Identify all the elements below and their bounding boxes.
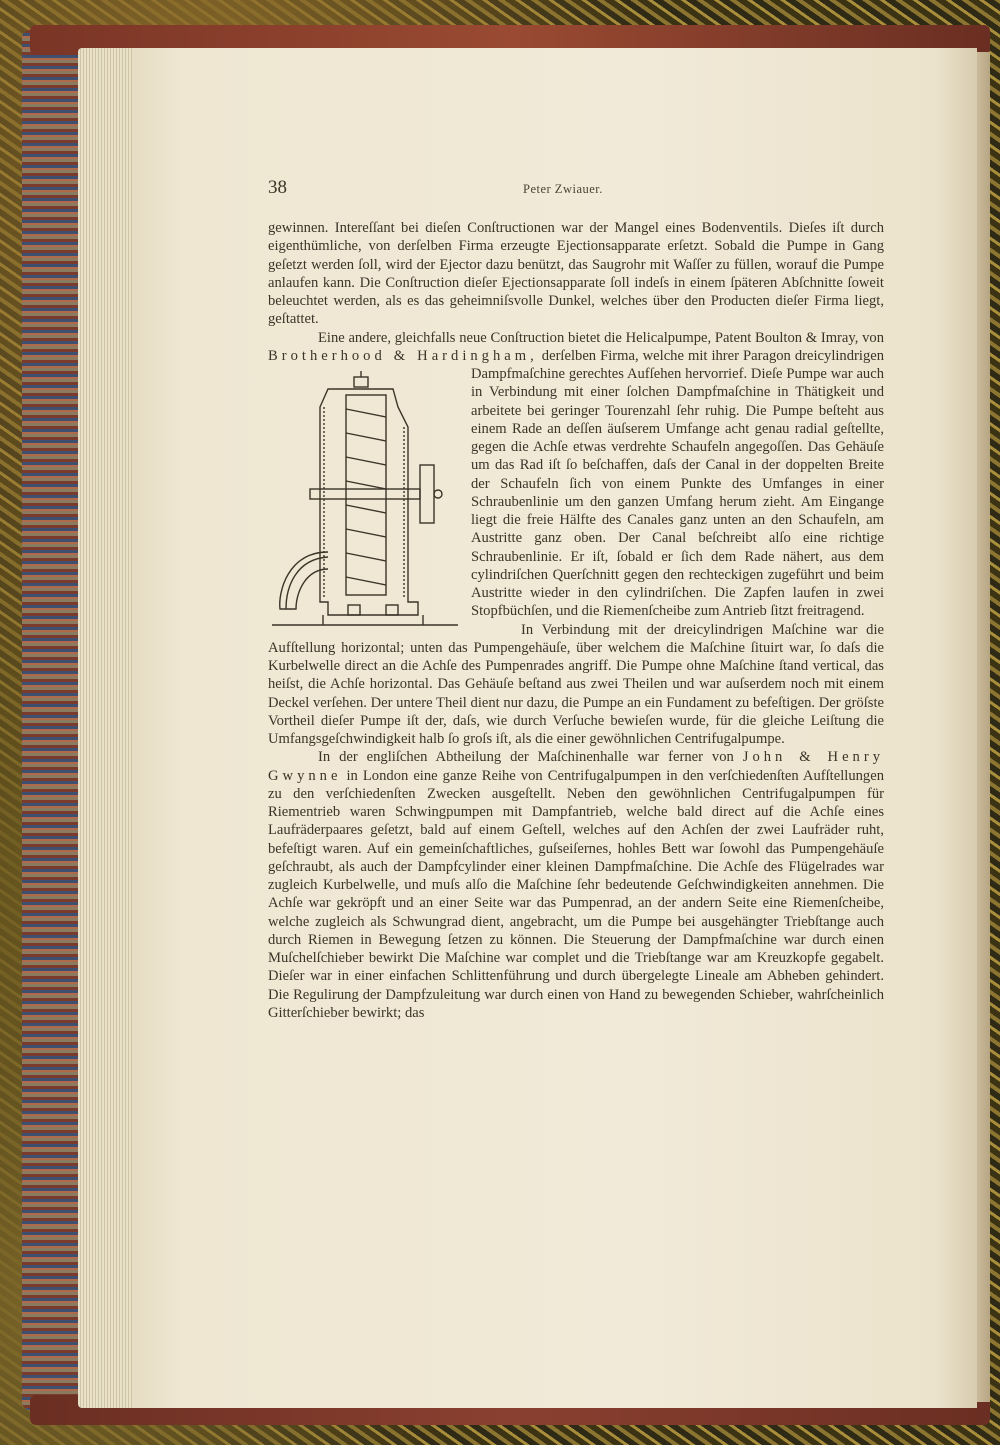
paragraph-3: In Verbindung mit der dreicylindrigen Maſchine war die Aufſtellung horizontal; unten das Pumpengehäuſe, über welchem die Maſchine ſituirt war, ſo daſs die Kurbelwelle direct an die Achſe des Pumpenrades angriff. Die Pumpe ohne Maſchine ſtand vertical, das heiſst, die Achſe horizontal. Das Gehäuſe beſtand aus zwei Theilen und war auſserdem noch mit einem Deckel verſehen. Der untere Theil dient nur dazu, die Pumpe an ein Fundament zu befeſtigen. Der gröſste Vortheil dieſer Pumpe iſt der, daſs, wie durch Verſuche bewieſen wurde, für die gleiche Leiſtung die Umfangsgeſchwindigkeit halb ſo groſs iſt, als die einer gewöhnlichen Centrifugalpumpe. [268, 621, 884, 747]
page-stack [78, 48, 138, 1408]
paragraph-4-start: In der engliſchen Abtheilung der Maſchinenhalle war ferner von [318, 749, 734, 766]
running-head-author: Peter Zwiauer. [523, 182, 603, 196]
maker-name: John & Henry Gwynne [268, 749, 885, 784]
helical-pump-drawing [268, 347, 463, 632]
paragraph-1: gewinnen. Intereſſant bei dieſen Conſtructionen war der Mangel eines Bodenventils. Dieſes iſt durch eigenthümliche, von derſelben Firma erzeugte Ejectionsapparate erſetzt. Sobald die Pumpe in Gang geſetzt werden ſoll, wird der Ejector dazu benützt, das Saugrohr mit Waſſer zu füllen, worauf die Pumpe anlaufen kann. Die Conſtruction dieſer Ejectionsapparate ſoll indeſs in einem ſpäteren Abſchnitte ſoweit beleuchtet werden, als es das geheimniſsvolle Dunkel, welches über den Producten dieſer Firma liegt, geſtattet. [268, 220, 884, 328]
cover-edge [22, 30, 82, 1410]
body-text [268, 219, 884, 1022]
manufacturer-name: Brotherhood & Hardingham, [268, 347, 538, 364]
paragraph-4-continued: in London eine ganze Reihe von Centrifugalpumpen in den verſchiedenſten Aufſtellungen zu den verſchiedenſten Zwecken ausgeſtellt. Neben den gewöhnlichen Centrifugalpumpen für Riementrieb waren Schwingpumpen mit Dampfantrieb, welche bald direct auf die Achſe eines Laufräderpaares geſetzt, bald auf einem Geſtell, welches auf den Achſen der zwei Laufräder ruht, befeſtigt waren. Auf ein gemeinſchaftliches, guſseiſernes, hohles Bett war ſowohl das Pumpengehäuſe geſchraubt, als auch der Dampfcylinder einer kleinen Dampfmaſchine. Die Achſe des Flügelrades war zugleich Kurbelwelle, und muſs alſo die Maſchine ſehr bedeutende Geſchwindigkeiten annehmen. Die Achſe war gekröpft und an einer Seite war das Pumpenrad, an der andern Seite eine Riemenſcheibe, welche zugleich als Schwungrad dient, angebracht, um die Pumpe bei ausgehängter Triebſtange auch durch Riemen in Bewegung ſetzen zu können. Die Steuerung der Dampfmaſchine war durch einen Muſchelſchieber bewirkt Die Maſchine war complet und die Triebſtange war am Kreuzkopfe gegabelt. Dieſer war in einer einfachen Schlittenführung und durch übergelegte Lineale am Abheben gehindert. Die Regulirung der Dampfzuleitung war durch einen von Hand zu bewegenden Schieber, wahrſcheinlich Gitterſchieber bewirkt; das [268, 767, 884, 1021]
running-head [268, 177, 884, 201]
helical-pump-figure [268, 347, 463, 632]
paragraph-4 [268, 748, 884, 1022]
page-number: 38 [268, 177, 287, 198]
paragraph-2-continued: derſelben Firma, welche mit ihrer Paragon dreicylindrigen Dampfmaſchine gerechtes Aufſehen hervorrief. Dieſe Pumpe war auch in Verbindung mit einer ſolchen Dampfmaſchine in Thätigkeit und arbeitete bei geringer Tourenzahl ſehr ruhig. Die Pumpe beſteht aus einem Rade an deſſen äuſserem Umfange acht genau radial geſtellte, gegen die Achſe etwas verdrehte Schaufeln angegoſſen. Das Gehäuſe um das Rad iſt ſo beſchaffen, daſs der Canal in der doppelten Breite der Schaufeln ſich von einem Punkte des Umfanges in einer Schraubenlinie um den ganzen Umfang herum zieht. Am Eingange liegt die freie Hälfte des Canales ganz unten an den Schaufeln, am Austritte ganz oben. Der Canal beſchreibt alſo eine richtige Schraubenlinie. Er iſt, ſobald er ſich dem Rade nähert, aus dem cylindriſchen Querſchnitt gegen den rechteckigen zugeführt und beim Austritte wieder in den cylindriſchen. Die Zapfen laufen in zwei Stopfbüchſen, und die Riemenſcheibe zum Antrieb ſitzt freitragend. [471, 347, 885, 620]
paragraph-2 [268, 329, 884, 621]
paragraph-2-start: Eine andere, gleichfalls neue Conſtruction bietet die Helicalpumpe, Patent Boulton & Imray, von [318, 329, 884, 346]
